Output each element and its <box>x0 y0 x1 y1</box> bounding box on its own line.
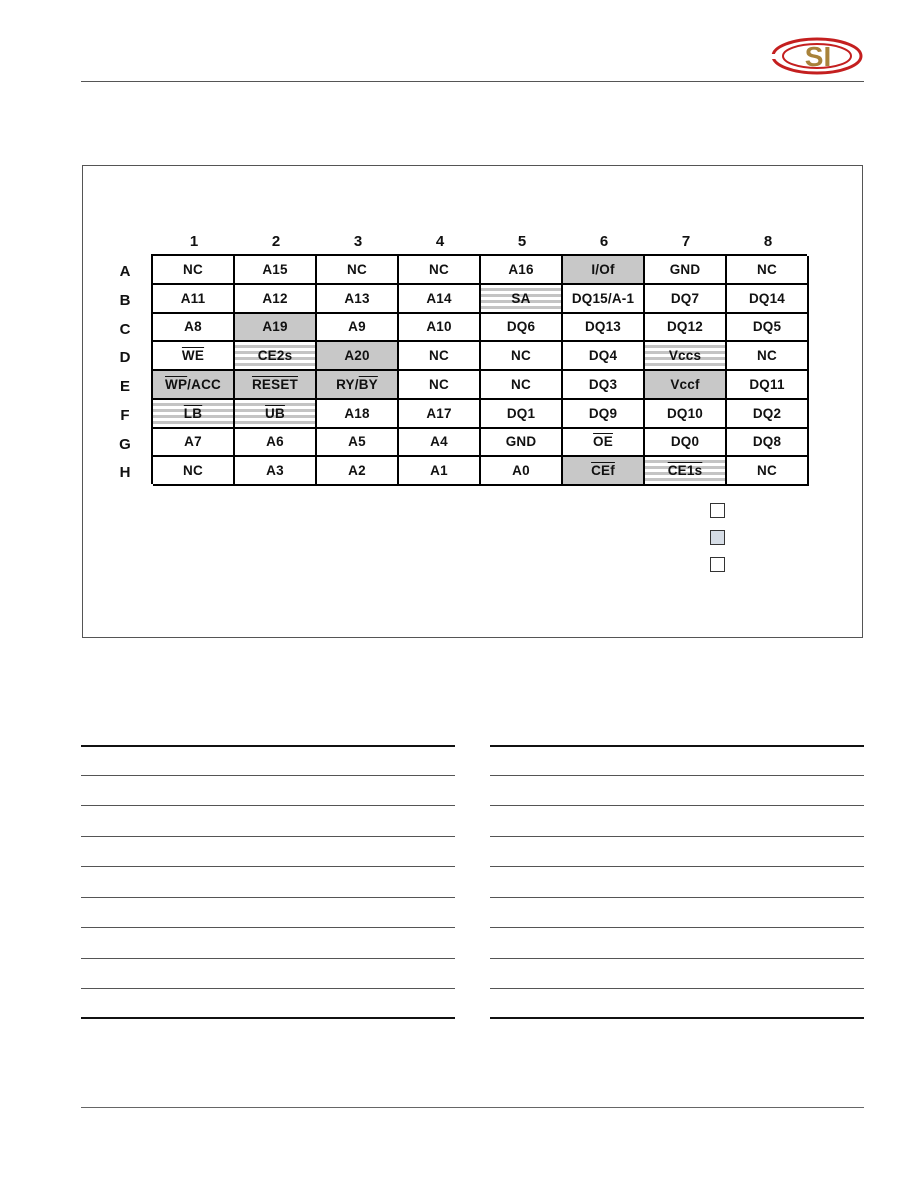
ball-cell: A3 <box>235 457 317 486</box>
table-rule <box>81 958 455 959</box>
ball-cell: SA <box>481 285 563 314</box>
ball-cell: A20 <box>317 342 399 371</box>
column-label: 4 <box>435 233 445 250</box>
table-rule <box>81 988 455 989</box>
ball-cell: NC <box>399 371 481 400</box>
ball-cell: DQ11 <box>727 371 809 400</box>
ball-cell: DQ13 <box>563 314 645 343</box>
ball-cell: A12 <box>235 285 317 314</box>
ball-cell: DQ1 <box>481 400 563 429</box>
ball-cell: A4 <box>399 429 481 458</box>
ball-cell: NC <box>153 457 235 486</box>
ball-cell: A1 <box>399 457 481 486</box>
ball-cell: DQ7 <box>645 285 727 314</box>
ball-cell: A18 <box>317 400 399 429</box>
ball-cell: A8 <box>153 314 235 343</box>
ball-cell: $\overline{OE}$ <box>563 429 645 458</box>
row-label: A <box>119 263 131 280</box>
column-label: 1 <box>189 233 199 250</box>
ball-cell: DQ5 <box>727 314 809 343</box>
ball-cell: Vccf <box>645 371 727 400</box>
table-rule <box>81 805 455 806</box>
ball-cell: A5 <box>317 429 399 458</box>
ball-cell: A2 <box>317 457 399 486</box>
ball-cell: NC <box>399 256 481 285</box>
table-rule <box>490 988 864 989</box>
legend-swatch <box>710 530 725 545</box>
table-rule <box>490 805 864 806</box>
ball-cell: DQ14 <box>727 285 809 314</box>
ball-cell: A14 <box>399 285 481 314</box>
ball-cell: A11 <box>153 285 235 314</box>
row-label: D <box>119 349 131 367</box>
ball-cell: NC <box>317 256 399 285</box>
table-rule <box>490 927 864 928</box>
ball-cell: NC <box>727 342 809 371</box>
ball-cell: CE1s <box>645 457 727 486</box>
ball-cell: A10 <box>399 314 481 343</box>
ball-cell: DQ2 <box>727 400 809 429</box>
ball-cell: $\overline{CEf}$ <box>563 457 645 486</box>
row-label: F <box>120 406 130 424</box>
footer-rule <box>81 1107 864 1108</box>
ball-cell: A17 <box>399 400 481 429</box>
ball-cell: A19 <box>235 314 317 343</box>
ball-cell: NC <box>481 371 563 400</box>
ball-cell: RESET <box>235 371 317 400</box>
table-rule <box>81 897 455 898</box>
table-rule <box>490 745 864 747</box>
ball-cell: A7 <box>153 429 235 458</box>
table-rule <box>490 897 864 898</box>
table-rule <box>81 836 455 837</box>
ball-cell: A6 <box>235 429 317 458</box>
row-label: B <box>119 291 131 309</box>
table-rule <box>81 866 455 867</box>
ball-cell: DQ8 <box>727 429 809 458</box>
ball-cell: RY/ $\overline{BY}$ <box>317 371 399 400</box>
ball-cell: A9 <box>317 314 399 343</box>
ball-cell: DQ4 <box>563 342 645 371</box>
ball-cell: Vccs <box>645 342 727 371</box>
ball-cell: $\overline{UB}$ <box>235 400 317 429</box>
row-label: H <box>119 464 131 482</box>
ball-cell: NC <box>153 256 235 285</box>
table-rule <box>490 866 864 867</box>
ball-cell: $\overline{LB}$ <box>153 400 235 429</box>
column-label: 8 <box>763 233 773 250</box>
ball-cell: $\overline{WE}$ <box>153 342 235 371</box>
ball-cell: GND <box>481 429 563 458</box>
column-label: 7 <box>681 233 691 250</box>
table-rule <box>81 775 455 776</box>
ball-cell: DQ15/A-1 <box>563 285 645 314</box>
ball-cell: NC <box>481 342 563 371</box>
column-label: 6 <box>599 233 609 250</box>
ball-cell: DQ3 <box>563 371 645 400</box>
ball-cell: DQ9 <box>563 400 645 429</box>
legend-swatch <box>710 503 725 518</box>
table-rule <box>490 1017 864 1019</box>
table-rule <box>81 745 455 747</box>
column-label: 3 <box>353 233 363 250</box>
ball-cell: DQ6 <box>481 314 563 343</box>
ball-cell: NC <box>727 457 809 486</box>
ball-cell: GND <box>645 256 727 285</box>
column-label: 2 <box>271 233 281 250</box>
table-rule <box>81 927 455 928</box>
ball-cell: A16 <box>481 256 563 285</box>
ball-grid <box>151 254 807 484</box>
ball-cell: A13 <box>317 285 399 314</box>
column-label: 5 <box>517 233 527 250</box>
logo-text: SI <box>804 41 832 72</box>
table-rule <box>490 836 864 837</box>
company-logo <box>770 35 865 77</box>
table-rule <box>490 775 864 776</box>
ball-cell: $\overline{WP}$ /ACC <box>153 371 235 400</box>
ball-cell: DQ12 <box>645 314 727 343</box>
ball-cell: DQ0 <box>645 429 727 458</box>
ball-cell: A15 <box>235 256 317 285</box>
row-label: E <box>119 378 130 395</box>
table-rule <box>81 1017 455 1019</box>
ball-cell: DQ10 <box>645 400 727 429</box>
ball-cell: NC <box>399 342 481 371</box>
ball-cell: I/Of <box>563 256 645 285</box>
legend-swatch <box>710 557 725 572</box>
header-rule <box>81 81 864 82</box>
table-rule <box>490 958 864 959</box>
row-label: C <box>119 320 131 338</box>
ball-cell: A0 <box>481 457 563 486</box>
ball-cell: NC <box>727 256 809 285</box>
row-label: G <box>119 435 131 453</box>
ball-cell: CE2s <box>235 342 317 371</box>
